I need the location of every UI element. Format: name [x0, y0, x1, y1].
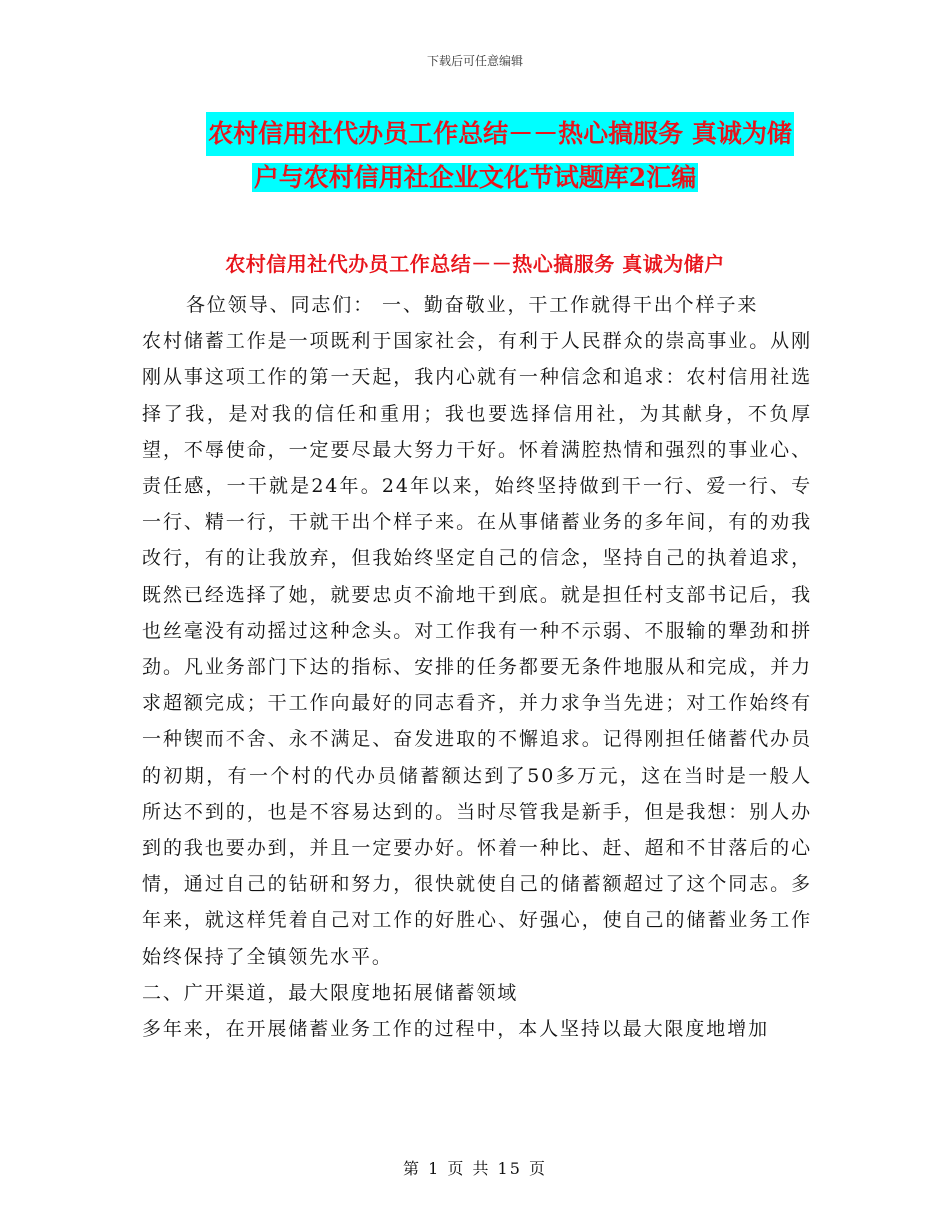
body-paragraph: 农村储蓄工作是一项既利于国家社会，有利于人民群众的崇高事业。从刚刚从事这项工作的第一天起，我内心就有一种信念和追求：农村信用社选择了我，是对我的信任和重用；我也要选择信用社，为其献身，不负厚望，不辱使命，一定要尽最大努力干好。怀着满腔热情和强烈的事业心、责任感，一干就是24年。24年以来，始终坚持做到干一行、爱一行、专一行、精一行，干就干出个样子来。在从事储蓄业务的多年间，有的劝我改行，有的让我放弃，但我始终坚定自己的信念，坚持自己的执着追求，既然已经选择了她，就要忠贞不渝地干到底。就是担任村支部书记后，我也丝毫没有动摇过这种念头。对工作我有一种不示弱、不服输的犟劲和拼劲。凡业务部门下达的指标、安排的任务都要无条件地服从和完成，并力求超额完成；干工作向最好的同志看齐，并力求争当先进；对工作始终有一种锲而不舍、永不满足、奋发进取的不懈追求。记得刚担任储蓄代办员的初期，有一个村的代办员储蓄额达到了50多万元，这在当时是一般人所达不到的，也是不容易达到的。当时尽管我是新手，但是我想：别人办到的我也要办到，并且一定要办好。怀着一种比、赶、超和不甘落后的心情，通过自己的钻研和努力，很快就使自己的储蓄额超过了这个同志。多年来，就这样凭着自己对工作的好胜心、好强心，使自己的储蓄业务工作始终保持了全镇领先水平。: [142, 330, 812, 968]
document-body: [142, 287, 812, 1047]
document-title-line-1: 农村信用社代办员工作总结－－热心搞服务 真诚为储: [206, 112, 794, 156]
body-paragraph: 多年来，在开展储蓄业务工作的过程中，本人坚持以最大限度地增加: [142, 1018, 770, 1041]
section-subtitle: 农村信用社代办员工作总结－－热心搞服务 真诚为储户: [225, 252, 725, 276]
section-heading: 二、广开渠道，最大限度地拓展储蓄领域: [142, 981, 519, 1004]
page-number: 第 1 页 共 15 页: [403, 1159, 547, 1178]
body-paragraph: 各位领导、同志们： 一、勤奋敬业，干工作就得干出个样子来: [186, 294, 759, 316]
document-title-line-2: 户与农村信用社企业文化节试题库2汇编: [253, 163, 697, 192]
header-note: 下载后可任意编辑: [426, 54, 523, 68]
document-title: [0, 112, 950, 200]
